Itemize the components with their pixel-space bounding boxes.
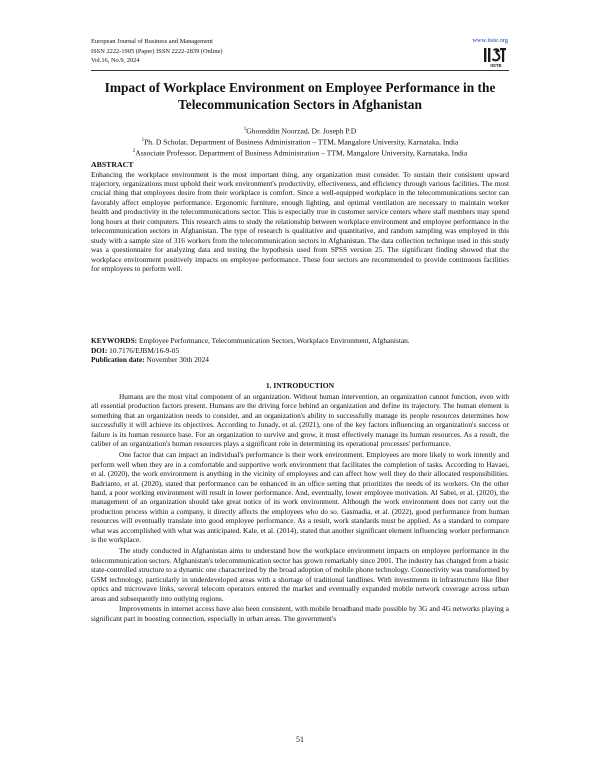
publication-date-label: Publication date: bbox=[91, 355, 145, 364]
paper-title: Impact of Workplace Environment on Employee Performance in the Telecommunication Sectors in Afghanistan bbox=[104, 80, 496, 112]
intro-paragraph: The study conducted in Afghanistan aims to understand how the workplace environment impacts on employee performance in the telecommunication sectors. Afghanistan's telecommunication sector has grown remarkably since 2001. The industry has changed from a basic state-controlled structure to a dynamic one characterized by the broad adoption of mobile phone technology. Connectivity was transformed by GSM technology, particularly in underdeveloped areas with a shortage of traditional landlines. With investments in infrastructure like fiber optics and microwave links, several telecom operators entered the market and eventually expanded mobile network coverage across urban areas and subsequently into outlying regions. bbox=[91, 546, 509, 603]
publication-date-line bbox=[91, 355, 509, 364]
publication-date-value: November 30th 2024 bbox=[146, 355, 209, 364]
authors-block bbox=[91, 125, 509, 158]
keywords-text: Employee Performance, Telecommunication Sectors, Workplace Environment, Afghanistan. bbox=[138, 336, 410, 345]
affiliation-1-text: Ph. D Scholar, Department of Business Administration – TTM, Mangalore University, Karnataka, India bbox=[144, 137, 459, 147]
affiliation-2-text: Associate Professor, Department of Business Administration – TTM, Mangalore University, Karnataka, India bbox=[135, 148, 468, 158]
page-number: 51 bbox=[296, 735, 304, 744]
iiste-logo bbox=[483, 46, 509, 68]
intro-paragraph: Improvements in internet access have also been consistent, with mobile broadband made possible by 3G and 4G networks playing a significant part in boosting connection, especially in urban areas. The government's bbox=[91, 604, 509, 623]
logo-text: IISTE bbox=[490, 63, 502, 68]
affiliation-1: $^1$Ph. D Scholar, Department of Business Administration – TTM, Mangalore University, Karnataka, India bbox=[141, 137, 459, 147]
journal-header bbox=[91, 37, 511, 66]
affiliation-2: $^2$Associate Professor, Department of Business Administration – TTM, Mangalore University, Karnataka, India bbox=[132, 148, 468, 158]
journal-issn: ISSN 2222-1905 (Paper) ISSN 2222-2839 (Online) bbox=[91, 47, 223, 55]
authors-text: Ghousddin Noorzad, Dr. Joseph P.D bbox=[246, 126, 357, 136]
abstract-text: Enhancing the workplace environment is the most important thing, any organization must consider. To sustain their consistent upward trajectory, organizations must uphold their work environment's productivity, effectiveness, and efficiency through various facilities. The most crucial thing that employees desire from their workplace is comfort. Since a well-equipped workplace in the telecommunications sector can favorably affect employee performance. Ergonomic furniture, enough lighting, and optimal ventilation are necessary to maintain worker health and productivity in the telecommunications sector. This is especially true in customer service centers where staff members may spend long hours at their computers. This research aims to study the relationship between workplace environment and employee performance in the telecommunication sectors in Afghanistan. The type of research is qualitative and quantitative, and random sampling was employed in this study with a sample size of 316 workers from the telecommunication sectors in Afghanistan. The data collection technique used in this study was a questionnaire for analyzing data and testing the hypothesis used from SPSS version 25. The significant finding showed that the workplace environment positively impacts on employee performance. These four sectors are recommended to provide continuous facilities for employees to perform well. bbox=[91, 169, 509, 274]
header-rule bbox=[91, 70, 509, 71]
introduction-body bbox=[91, 392, 509, 623]
intro-paragraph: One factor that can impact an individual's performance is their work environment. Employees are more likely to work intently and perform well when they are in a comfortable and supportive work environment that facilitates the completion of tasks. According to Havaei, et al. (2020), the work environment is anything in the vicinity of employees and can affect how well they do their allocated responsibilities. Badrianto, et al. (2020), stated that performance can be enhanced in an office setting that prioritizes the needs of its workers. On the other hand, a poor working environment will result in lower performance. And, eventually, lower employee motivation. Al Sabei, et al. (2020), the management of an organization should take great notice of its work environment. Although the work environment does not carry out the production process within a company, it directly affects the employees who do so. Gasmadia, et al. (2022), good performance from human resources will eventually translate into good employee performance. As a result, work standards must be applied. As a standard to compare what was accomplished with what was anticipated. Kale, et al. (2014), stated that another significant element influencing worker performance is the workplace. bbox=[91, 450, 509, 545]
keywords-line bbox=[91, 336, 509, 345]
intro-paragraph: Humans are the most vital component of an organization. Without human intervention, an organization cannot function, even with all essential production factors present. Humans are the driving force behind an organization and define its trajectory. The human element is something that an organization needs to consider, and an organization's ability to successfully manage its people resources determines how successfully it will achieve its objectives. According to Junady, et al. (2021), one of the key factors influencing an organization's success or failure is its human resource base. For an organization to survive and grow, it must effectively manage its human resources. As a result, the caliber of an organization's human resources plays a significant role in determining its operational processes' performance. bbox=[91, 392, 509, 449]
abstract-heading: ABSTRACT bbox=[91, 160, 134, 169]
author-names: $^1$Ghousddin Noorzad, Dr. Joseph P.D bbox=[243, 126, 357, 136]
doi-label: DOI: bbox=[91, 345, 108, 355]
journal-volume: Vol.16, No.9, 2024 bbox=[91, 57, 140, 64]
section-heading-introduction: 1. INTRODUCTION bbox=[265, 381, 335, 390]
journal-name: European Journal of Business and Management bbox=[91, 38, 213, 45]
doi-value[interactable]: 10.7176/EJBM/16-9-05 bbox=[109, 345, 180, 355]
keywords-label: KEYWORDS: bbox=[91, 336, 138, 345]
doi-line bbox=[91, 346, 509, 355]
journal-url-link[interactable]: www.iiste.org bbox=[472, 37, 508, 44]
